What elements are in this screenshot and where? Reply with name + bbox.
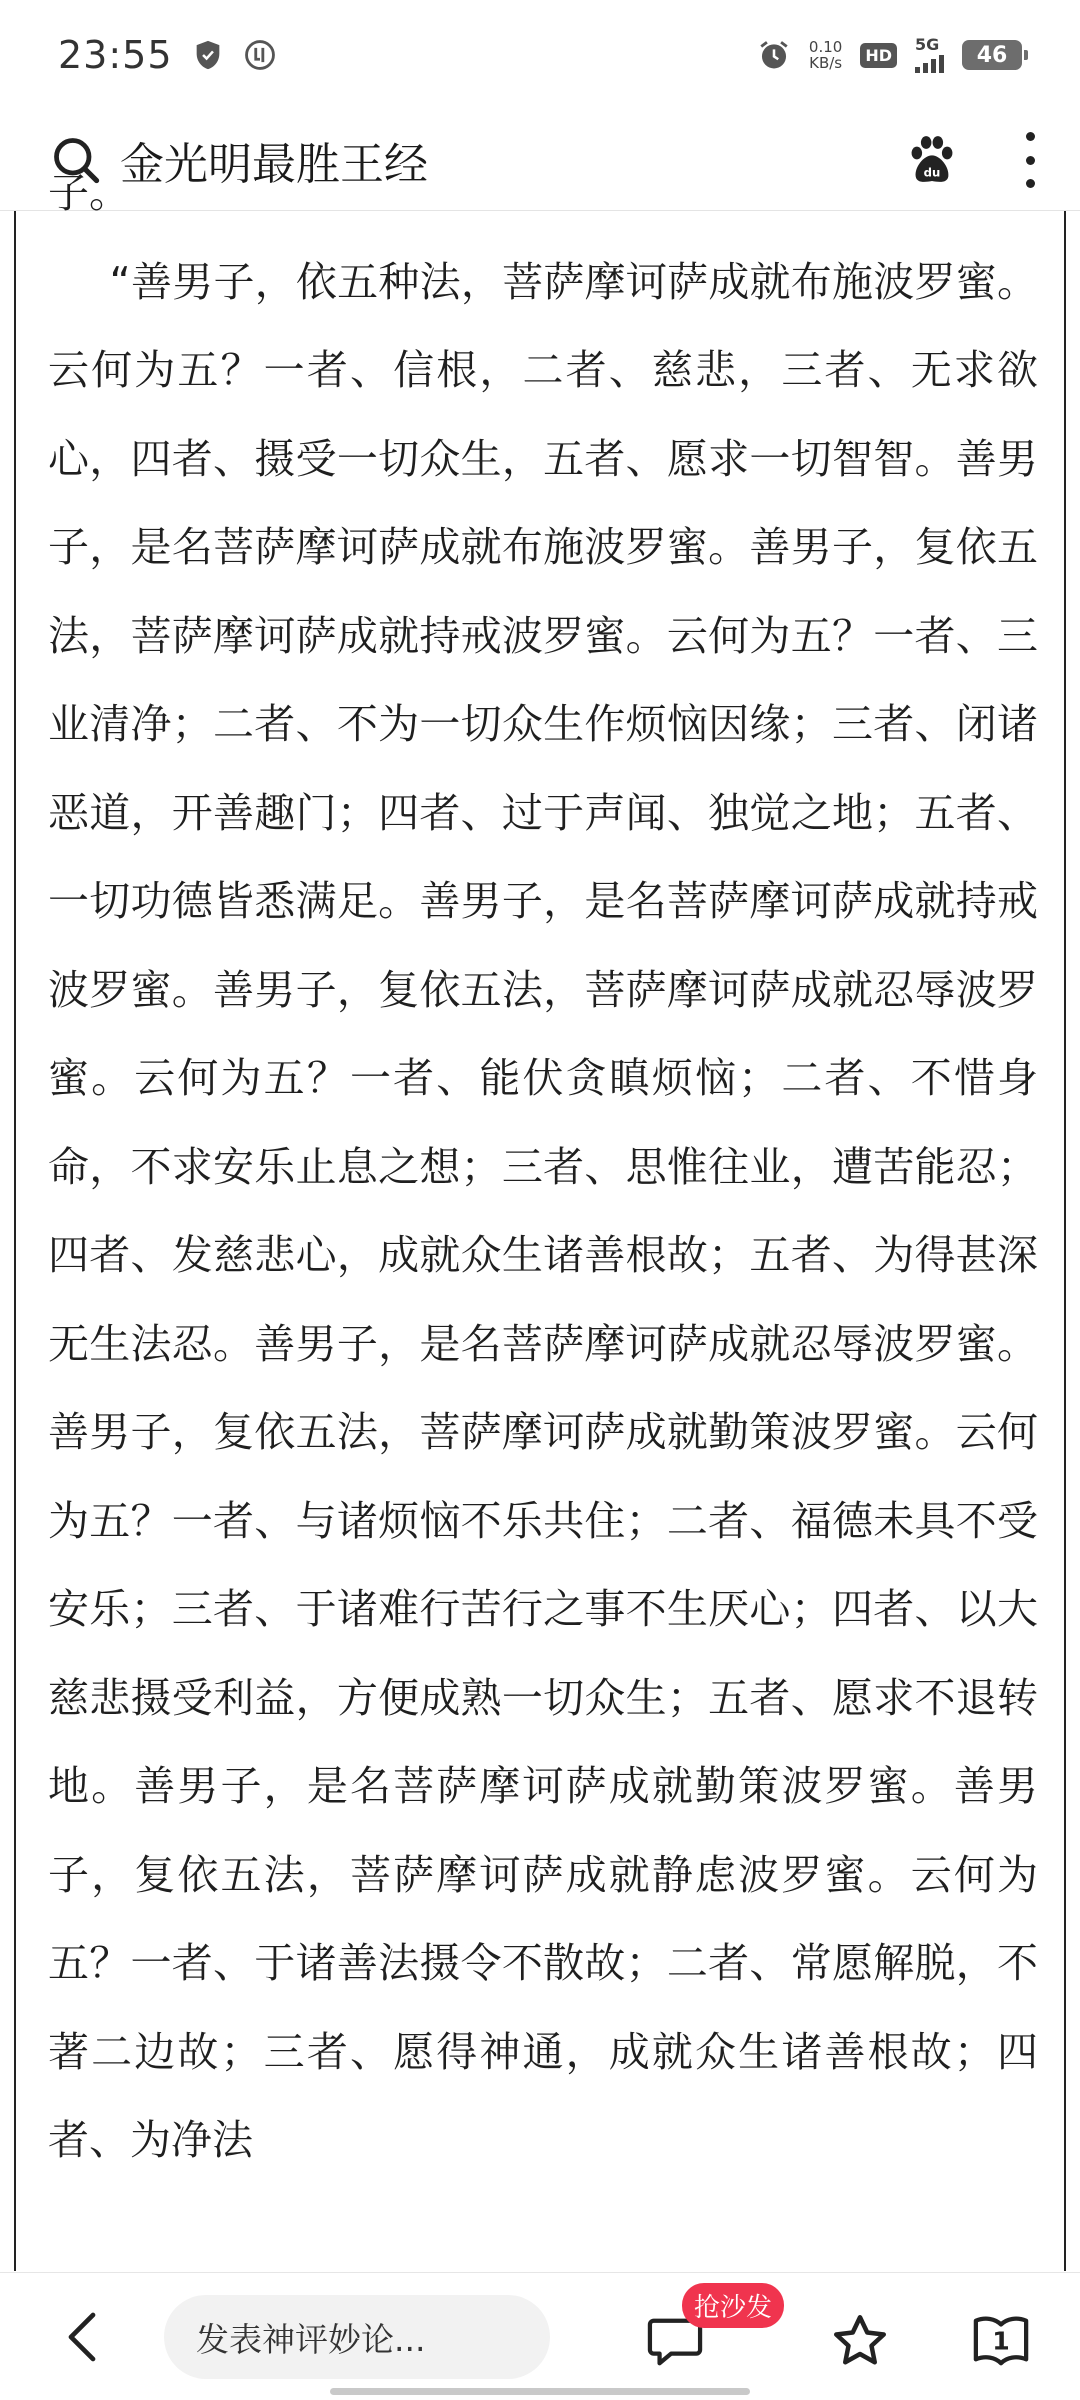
svg-text:du: du	[923, 165, 941, 180]
comment-placeholder: 发表神评妙论...	[196, 2319, 426, 2359]
article-paragraph: “善男子，依五种法，菩萨摩诃萨成就布施波罗蜜。云何为五？一者、信根，二者、慈悲，三者、无求欲心，四者、摄受一切众生，五者、愿求一切智智。善男子，是名菩萨摩诃萨成就布施波罗蜜。善男子，复依五法，菩萨摩诃萨成就持戒波罗蜜。云何为五？一者、三业清净；二者、不为一切众生作烦恼因缘；三者、闭诸恶道，开善趣门；四者、过于声闻、独觉之地；五者、一切功德皆悉满足。善男子，是名菩萨摩诃萨成就持戒波罗蜜。善男子，复依五法，菩萨摩诃萨成就忍辱波罗蜜。云何为五？一者、能伏贪瞋烦恼；二者、不惜身命，不求安乐止息之想；三者、思惟往业，遭苦能忍；四者、发慈悲心，成就众生诸善根故；五者、为得甚深无生法忍。善男子，是名菩萨摩诃萨成就忍辱波罗蜜。善男子，复依五法，菩萨摩诃萨成就勤策波罗蜜。云何为五？一者、与诸烦恼不乐共住；二者、福德未具不受安乐；三者、于诸难行苦行之事不生厌心；四者、以大慈悲摄受利益，方便成熟一切众生；五者、愿求不退转地。善男子，是名菩萨摩诃萨成就勤策波罗蜜。善男子，复依五法，菩萨摩诃萨成就静虑波罗蜜。云何为五？一者、于诸善法摄令不散故；二者、常愿解脱，不著二边故；三者、愿得神通，成就众生诸善根故；四者、为净法	[48, 257, 1038, 2164]
status-time: 23:55	[58, 33, 173, 77]
comment-input[interactable]	[164, 2295, 550, 2379]
alarm-icon	[757, 38, 791, 72]
restricted-icon	[243, 38, 277, 72]
status-left	[58, 33, 277, 77]
signal-indicator	[915, 37, 944, 73]
net-speed-value: 0.10	[808, 38, 843, 56]
sofa-badge[interactable]: 抢沙发	[682, 2283, 784, 2328]
reader-badge: 1	[992, 2326, 1010, 2356]
network-type: 5G	[915, 35, 940, 54]
home-indicator[interactable]	[330, 2388, 750, 2395]
bottom-action-bar	[0, 2272, 1080, 2400]
star-icon[interactable]	[830, 2311, 890, 2371]
reader-mode-icon[interactable]	[970, 2311, 1032, 2369]
status-bar	[0, 0, 1080, 110]
article-lead-line: 子。	[48, 169, 130, 217]
shield-icon	[191, 38, 225, 72]
page-title[interactable]: 金光明最胜王经	[120, 139, 428, 190]
back-icon[interactable]	[60, 2309, 104, 2365]
battery-level: 46	[976, 42, 1008, 68]
status-right	[757, 37, 1022, 73]
net-speed-unit: KB/s	[809, 54, 843, 72]
net-speed	[809, 39, 842, 71]
article-text[interactable]	[48, 149, 1038, 2185]
hd-badge: HD	[860, 43, 897, 68]
signal-bars-icon	[915, 53, 944, 73]
battery-indicator	[962, 40, 1022, 70]
